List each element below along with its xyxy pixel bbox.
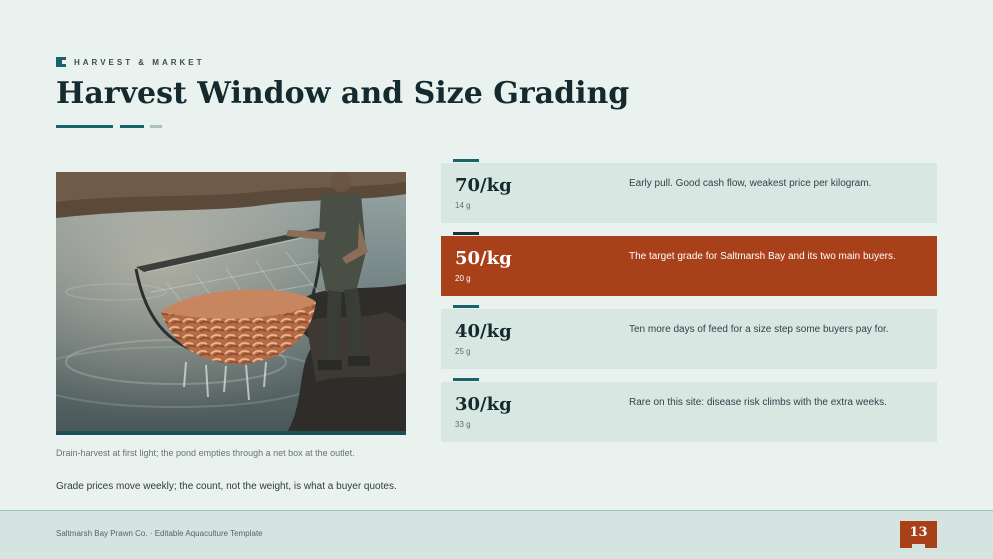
grade-card-70 (441, 163, 937, 223)
grade-weight: 33 g (455, 420, 471, 429)
size-grade-list (441, 163, 937, 455)
grade-weight: 14 g (455, 201, 471, 210)
grade-description: Rare on this site: disease risk climbs with the extra weeks. (629, 397, 887, 408)
section-eyebrow (56, 56, 205, 68)
page-title: Harvest Window and Size Grading (56, 76, 630, 111)
grade-card-40 (441, 309, 937, 369)
harvest-photo-icon (56, 172, 406, 434)
photo-caption: Drain-harvest at first light; the pond empties through a net box at the outlet. (56, 448, 355, 458)
grade-card-30 (441, 382, 937, 442)
title-rule-short (150, 125, 162, 128)
page-number: 13 (900, 521, 937, 548)
grade-tick (453, 232, 479, 235)
pricing-note: Grade prices move weekly; the count, not the weight, is what a buyer quotes. (56, 481, 397, 492)
title-rule-mid (120, 125, 144, 128)
eyebrow-label: HARVEST & MARKET (74, 57, 205, 67)
grade-count: 70/kg (455, 175, 512, 196)
grade-weight: 20 g (455, 274, 471, 283)
grade-card-50-highlighted (441, 236, 937, 296)
title-rule-long (56, 125, 113, 128)
grade-tick (453, 378, 479, 381)
grade-count: 40/kg (455, 321, 512, 342)
grade-count: 30/kg (455, 394, 512, 415)
grade-count: 50/kg (455, 248, 512, 269)
grade-tick (453, 305, 479, 308)
eyebrow-marker-icon (56, 57, 66, 67)
grade-description: Ten more days of feed for a size step some buyers pay for. (629, 324, 889, 335)
footer (0, 510, 993, 559)
footer-text: Saltmarsh Bay Prawn Co. · Editable Aquaculture Template (56, 529, 263, 538)
harvest-photo (56, 172, 406, 434)
photo-base-rule (56, 431, 406, 435)
grade-description: Early pull. Good cash flow, weakest price per kilogram. (629, 178, 872, 189)
grade-description: The target grade for Saltmarsh Bay and its two main buyers. (629, 251, 896, 262)
grade-weight: 25 g (455, 347, 471, 356)
grade-tick (453, 159, 479, 162)
